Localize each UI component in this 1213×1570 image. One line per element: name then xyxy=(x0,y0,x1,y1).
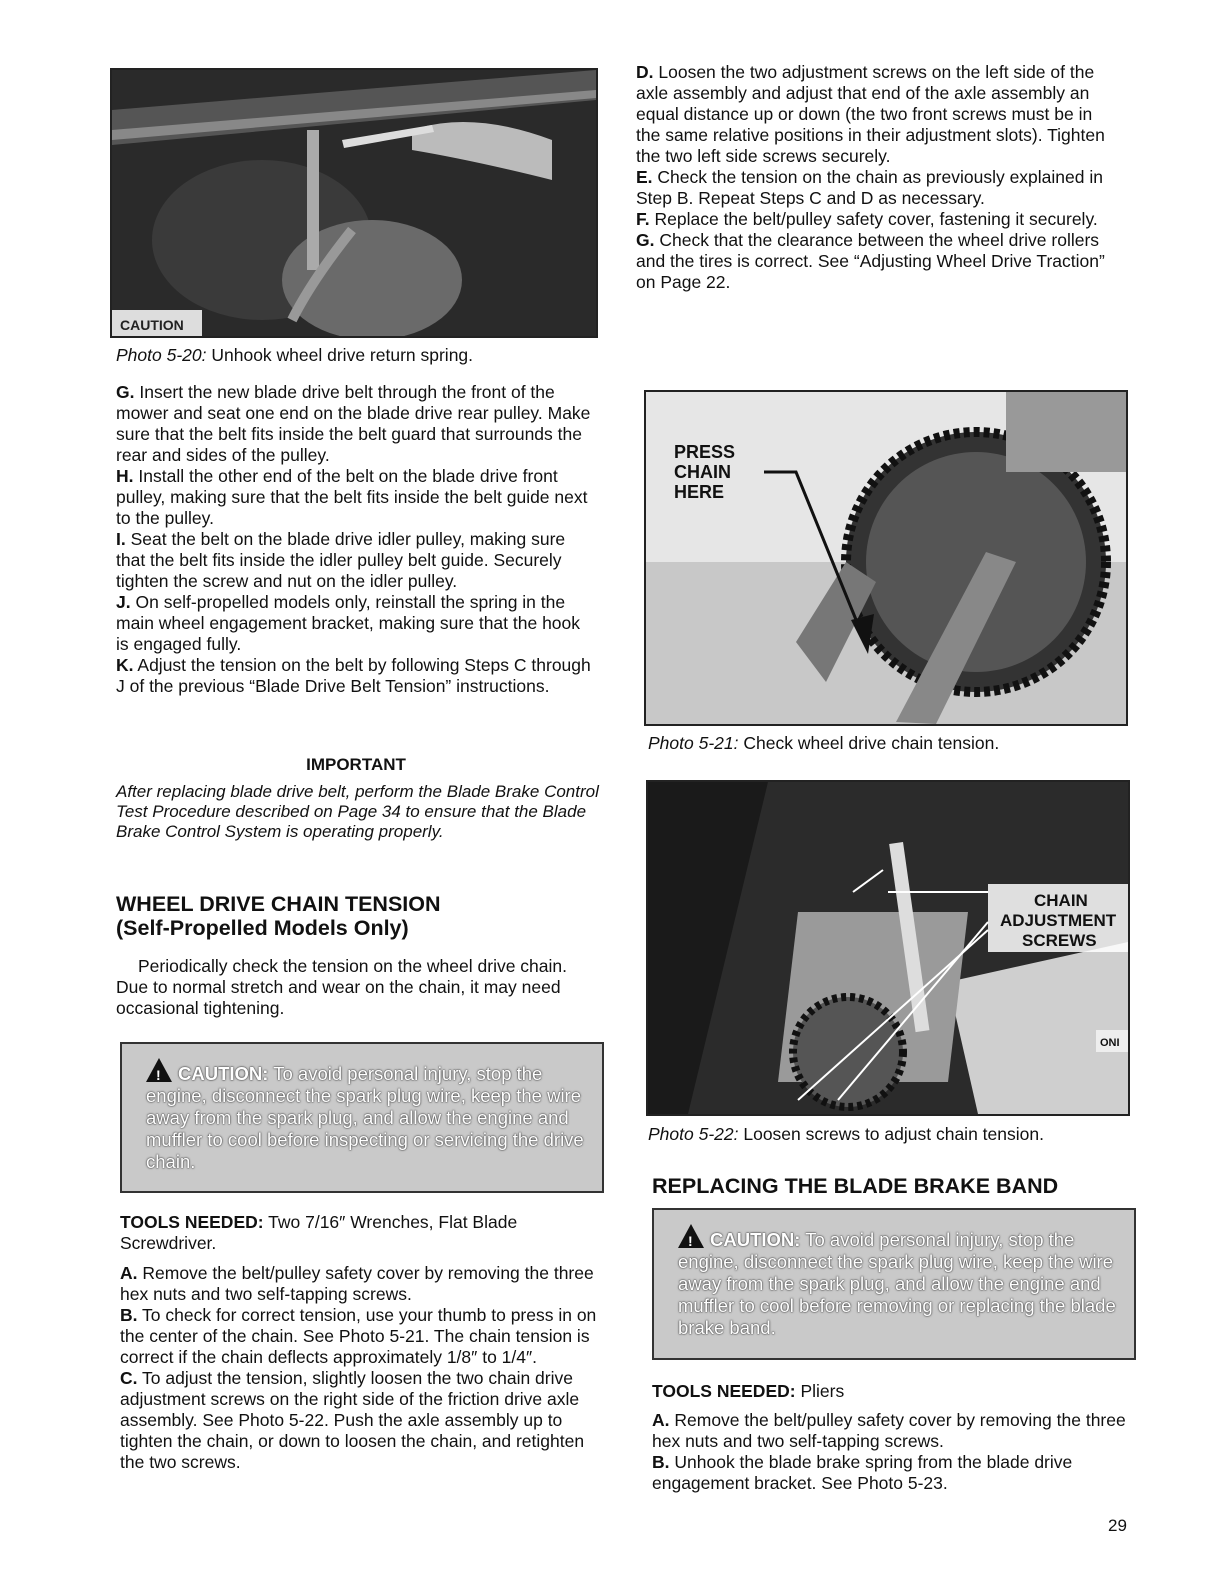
step-g xyxy=(116,382,596,466)
step-text: To check for correct tension, use your thumb to press in on the center of the chain. See Photo 5-21. The chain tension is correct if the chain deflects approximately 1/8″ to 1/4″. xyxy=(120,1305,597,1367)
step-letter: G. xyxy=(116,382,135,402)
step-text: Remove the belt/pulley safety cover by removing the three hex nuts and two self-tapping screws. xyxy=(120,1263,594,1304)
important-text: After replacing blade drive belt, perform the Blade Brake Control Test Procedure described on Page 34 to ensure that the Blade Brake Control System is operating properly. xyxy=(116,782,599,841)
step-letter: F. xyxy=(636,209,650,229)
photo-5-21 xyxy=(644,390,1128,726)
step-letter: A. xyxy=(652,1410,670,1430)
steps-g-to-k xyxy=(116,382,596,697)
caption-photo-5-22 xyxy=(648,1124,1128,1145)
section-title-line-2: (Self-Propelled Models Only) xyxy=(116,916,409,940)
intro-paragraph: Periodically check the tension on the wheel drive chain. Due to normal stretch and wear on the chain, it may need occasional tightening. xyxy=(116,956,567,1018)
caution-text: To avoid personal injury, stop the engine, disconnect the spark plug wire, keep the wire away from the spark plug, and allow the engine and muffler to cool before inspecting or servicing the drive chain. xyxy=(146,1063,584,1172)
caution-box-chain xyxy=(120,1042,604,1193)
step-a xyxy=(652,1410,1136,1452)
step-letter: J. xyxy=(116,592,131,612)
caution-label: CAUTION: xyxy=(710,1229,801,1250)
section-title-line-1: WHEEL DRIVE CHAIN TENSION xyxy=(116,892,441,916)
step-c xyxy=(120,1368,604,1473)
tools-needed-chain xyxy=(120,1212,604,1254)
caption-photo-5-20 xyxy=(116,345,596,366)
step-text: Insert the new blade drive belt through the front of the mower and seat one end on the blade drive rear pulley. Make sure that the belt fits inside the belt guard that surrounds the rear and sides of the pulley. xyxy=(116,382,591,465)
step-text: Check that the clearance between the wheel drive rollers and the tires is correct. See “Adjusting Wheel Drive Traction” on Page 22. xyxy=(636,230,1105,292)
page-number: 29 xyxy=(1108,1516,1127,1535)
step-text: Install the other end of the belt on the blade drive front pulley, making sure that the belt fits inside the belt guide next to the pulley. xyxy=(116,466,588,528)
caption-number: Photo 5-21: xyxy=(648,733,739,753)
step-text: Unhook the blade brake spring from the blade drive engagement bracket. See Photo 5-23. xyxy=(652,1452,1073,1493)
svg-text:CHAIN: CHAIN xyxy=(674,462,731,482)
step-text: Adjust the tension on the belt by following Steps C through J of the previous “Blade Drive Belt Tension” instructions. xyxy=(116,655,591,696)
step-j xyxy=(116,592,596,655)
step-text: On self-propelled models only, reinstall the spring in the main wheel engagement bracket, making sure that the hook is engaged fully. xyxy=(116,592,581,654)
caution-text: To avoid personal injury, stop the engine, disconnect the spark plug wire, keep the wire away from the spark plug, and allow the engine and muffler to cool before removing or replacing the blade brake band. xyxy=(678,1229,1116,1338)
photo-5-20-image xyxy=(112,70,596,336)
caution-label: CAUTION: xyxy=(178,1063,269,1084)
section-title-blade-brake-band: REPLACING THE BLADE BRAKE BAND xyxy=(652,1174,1059,1198)
step-i xyxy=(116,529,596,592)
step-letter: D. xyxy=(636,62,654,82)
step-b xyxy=(120,1305,604,1368)
step-letter: E. xyxy=(636,167,653,187)
step-b xyxy=(652,1452,1136,1494)
tools-needed-brake xyxy=(652,1381,1136,1402)
photo-5-22-image xyxy=(648,782,1128,1114)
tools-text: Two 7/16″ Wrenches, Flat Blade Screwdriver. xyxy=(120,1212,518,1253)
step-text: Remove the belt/pulley safety cover by removing the three hex nuts and two self-tapping screws. xyxy=(652,1410,1126,1451)
photo-5-22 xyxy=(646,780,1130,1116)
steps-d-to-g xyxy=(636,62,1120,293)
caution-box-brake-band xyxy=(652,1208,1136,1360)
step-text: Check the tension on the chain as previously explained in Step B. Repeat Steps C and D as necessary. xyxy=(636,167,1103,208)
tools-label: TOOLS NEEDED: xyxy=(652,1381,796,1401)
step-letter: B. xyxy=(652,1452,670,1472)
tools-text: Pliers xyxy=(800,1381,845,1401)
photo-5-21-image xyxy=(646,392,1126,724)
warning-triangle-icon xyxy=(146,1058,172,1082)
section-title-wheel-drive-chain xyxy=(116,892,596,940)
svg-text:ADJUSTMENT: ADJUSTMENT xyxy=(1000,911,1117,930)
svg-text:HERE: HERE xyxy=(674,482,725,502)
svg-text:PRESS: PRESS xyxy=(674,442,736,462)
tools-label: TOOLS NEEDED: xyxy=(120,1212,264,1232)
svg-text:CAUTION: CAUTION xyxy=(120,317,184,333)
caption-number: Photo 5-22: xyxy=(648,1124,739,1144)
caption-photo-5-21 xyxy=(648,733,1128,754)
step-a xyxy=(120,1263,604,1305)
step-letter: A. xyxy=(120,1263,138,1283)
step-letter: B. xyxy=(120,1305,138,1325)
step-letter: K. xyxy=(116,655,134,675)
svg-text:CHAIN: CHAIN xyxy=(1034,891,1088,910)
step-letter: G. xyxy=(636,230,655,250)
step-text: To adjust the tension, slightly loosen the two chain drive adjustment screws on the right side of the friction drive axle assembly. See Photo 5-22. Push the axle assembly up to tighten the chain, or down to loosen the chain, and retighten the two screws. xyxy=(120,1368,585,1472)
step-h xyxy=(116,466,596,529)
step-text: Replace the belt/pulley safety cover, fastening it securely. xyxy=(654,209,1098,229)
steps-a-b-brake xyxy=(652,1410,1136,1494)
step-e xyxy=(636,167,1120,209)
steps-a-to-c xyxy=(120,1263,604,1473)
caption-text: Unhook wheel drive return spring. xyxy=(211,345,474,365)
caption-text: Loosen screws to adjust chain tension. xyxy=(743,1124,1044,1144)
caption-number: Photo 5-20: xyxy=(116,345,207,365)
svg-text:ONI: ONI xyxy=(1100,1037,1120,1049)
photo-5-20 xyxy=(110,68,598,338)
step-k xyxy=(116,655,596,697)
svg-text:SCREWS: SCREWS xyxy=(1022,931,1097,950)
warning-triangle-icon xyxy=(678,1224,704,1248)
important-title: IMPORTANT xyxy=(306,755,406,774)
step-text: Seat the belt on the blade drive idler pulley, making sure that the belt fits inside the idler pulley belt guide. Securely tighten the screw and nut on the idler pulley. xyxy=(116,529,566,591)
step-letter: I. xyxy=(116,529,126,549)
step-text: Loosen the two adjustment screws on the left side of the axle assembly and adjust that end of the axle assembly an equal distance up or down (the two front screws must be in the same relative positions in their adjustment slots). Tighten the two left side screws securely. xyxy=(636,62,1105,166)
step-f xyxy=(636,209,1120,230)
caption-text: Check wheel drive chain tension. xyxy=(743,733,1000,753)
step-letter: H. xyxy=(116,466,134,486)
step-d xyxy=(636,62,1120,167)
step-letter: C. xyxy=(120,1368,138,1388)
step-g2 xyxy=(636,230,1120,293)
